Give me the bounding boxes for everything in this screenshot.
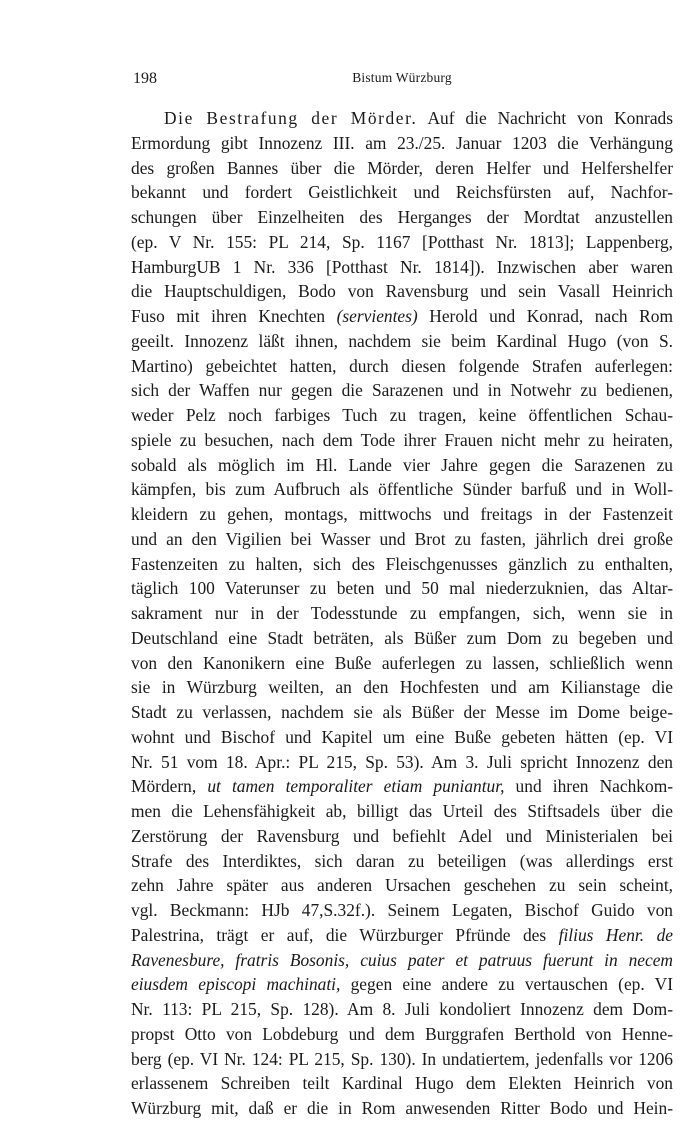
- text-line: Stadt zu verlassen, nachdem sie als Büßer der Messe im Dome beige-: [131, 702, 673, 722]
- text-line: bekannt und fordert Geistlichkeit und Reichsfürsten auf, Nachfor-: [131, 182, 673, 203]
- text-line: schungen über Einzelheiten des Herganges der Mordtat anzustellen: [131, 207, 673, 227]
- text-line: erlassenem Schreiben teilt Kardinal Hugo dem Elekten Heinrich von: [131, 1073, 673, 1094]
- text-line: Strafe des Interdiktes, sich daran zu beteiligen (was allerdings erst: [131, 850, 673, 871]
- text-line: sich der Waffen nur gegen die Sarazenen und in Notwehr zu bedienen,: [131, 380, 673, 401]
- text-line: kleidern zu gehen, montags, mittwochs und freitags in der Fastenzeit: [131, 504, 673, 524]
- running-title: Bistum Würzburg: [352, 70, 452, 85]
- text-line: Palestrina, trägt er auf, die Würzburger Pfründe des filius Henr. de: [131, 924, 673, 945]
- italic-term: (servientes): [336, 306, 418, 326]
- latin-quote: eiusdem episcopi machinati,: [131, 974, 341, 995]
- text-line: vgl. Beckmann: HJb 47,S.32f.). Seinem Legaten, Bischof Guido von: [131, 900, 673, 920]
- text-line: kämpfen, bis zum Aufbruch als öffentliche Sünder barfuß und in Woll-: [131, 479, 673, 500]
- text-line: (ep. V Nr. 155: PL 214, Sp. 1167 [Potthast Nr. 1813]; Lappenberg,: [131, 231, 673, 252]
- text-line: sakrament nur in der Todesstunde zu empfangen, sich, wenn sie in: [131, 603, 673, 623]
- text-line: Nr. 113: PL 215, Sp. 128). Am 8. Juli kondoliert Innozenz dem Dom-: [131, 999, 673, 1019]
- text-line: berg (ep. VI Nr. 124: PL 215, Sp. 130). In undatiertem, jedenfalls vor 1206: [131, 1048, 673, 1069]
- text-line: von den Kanonikern eine Buße auferlegen zu lassen, schließlich wenn: [131, 652, 673, 673]
- section-heading: Die Bestrafung der Mörder.: [164, 108, 418, 128]
- running-head: [131, 70, 673, 96]
- latin-quote: Ravenesbure, fratris Bosonis, cuius pater et patruus fuerunt in necem: [131, 949, 673, 970]
- text-line: HamburgUB 1 Nr. 336 [Potthast Nr. 1814]). Inzwischen aber waren: [131, 256, 673, 277]
- text-line: Deutschland eine Stadt beträten, als Büßer zum Dom zu begeben und: [131, 627, 673, 648]
- text-line: zehn Jahre später aus anderen Ursachen geschehen zu sein scheint,: [131, 875, 673, 896]
- text-line: eiusdem episcopi machinati, gegen eine andere zu vertauschen (ep. VI: [131, 974, 674, 995]
- text-line: Nr. 51 vom 18. Apr.: PL 215, Sp. 53). Am 3. Juli spricht Innozenz den: [131, 751, 673, 772]
- text-line: Zerstörung der Ravensburg und befiehlt Adel und Ministerialen bei: [131, 825, 673, 846]
- book-page: [131, 70, 673, 1121]
- text-line: Würzburg mit, daß er die in Rom anwesenden Ritter Bodo und Hein-: [131, 1098, 673, 1118]
- text-line: weder Pelz noch farbiges Tuch zu tragen, keine öffentlichen Schau-: [131, 405, 673, 425]
- text-line: spiele zu besuchen, nach dem Tode ihrer Frauen nicht mehr zu heiraten,: [131, 429, 673, 450]
- text-line: sobald als möglich im Hl. Lande vier Jahre gegen die Sarazenen zu: [131, 454, 673, 475]
- latin-quote: filius Henr. de: [558, 924, 673, 945]
- text-line: geeilt. Innozenz läßt ihnen, nachdem sie beim Kardinal Hugo (von S.: [131, 330, 673, 351]
- text-line: men die Lehensfähigkeit ab, billigt das Urteil des Stiftsadels über die: [131, 801, 673, 821]
- text-line: Martino) gebeichtet hatten, durch diesen folgende Strafen auferlegen:: [131, 355, 673, 376]
- text-line: Fastenzeiten zu halten, sich des Fleischgenusses gänzlich zu enthalten,: [131, 553, 673, 574]
- text-line: täglich 100 Vaterunser zu beten und 50 mal niederzuknien, das Altar-: [131, 578, 673, 599]
- text-line: propst Otto von Lobdeburg und dem Burggrafen Berthold von Henne-: [131, 1023, 673, 1044]
- text-line: Mördern, ut tamen temporaliter etiam puniantur, und ihren Nachkom-: [131, 776, 674, 797]
- text-line: Ermordung gibt Innozenz III. am 23./25. Januar 1203 die Verhängung: [131, 132, 673, 153]
- text-line: die Hauptschuldigen, Bodo von Ravensburg und sein Vasall Heinrich: [131, 281, 673, 302]
- text-line: [131, 948, 673, 973]
- text-line: wohnt und Bischof und Kapitel um eine Buße gebeten hätten (ep. VI: [131, 726, 673, 747]
- body-paragraph: [131, 106, 673, 1121]
- text-line: sie in Würzburg weilten, an den Hochfesten und am Kilianstage die: [131, 677, 673, 698]
- text-line: Die Bestrafung der Mörder. Auf die Nachricht von Konrads: [164, 108, 673, 128]
- page-number: 198: [133, 70, 157, 87]
- text-line: und an den Vigilien bei Wasser und Brot zu fasten, jährlich drei große: [131, 528, 673, 549]
- text-line: Fuso mit ihren Knechten (servientes) Herold und Konrad, nach Rom: [131, 306, 673, 326]
- latin-quote: ut tamen temporaliter etiam puniantur,: [207, 776, 505, 797]
- text-line: des großen Bannes über die Mörder, deren Helfer und Helfershelfer: [131, 157, 673, 178]
